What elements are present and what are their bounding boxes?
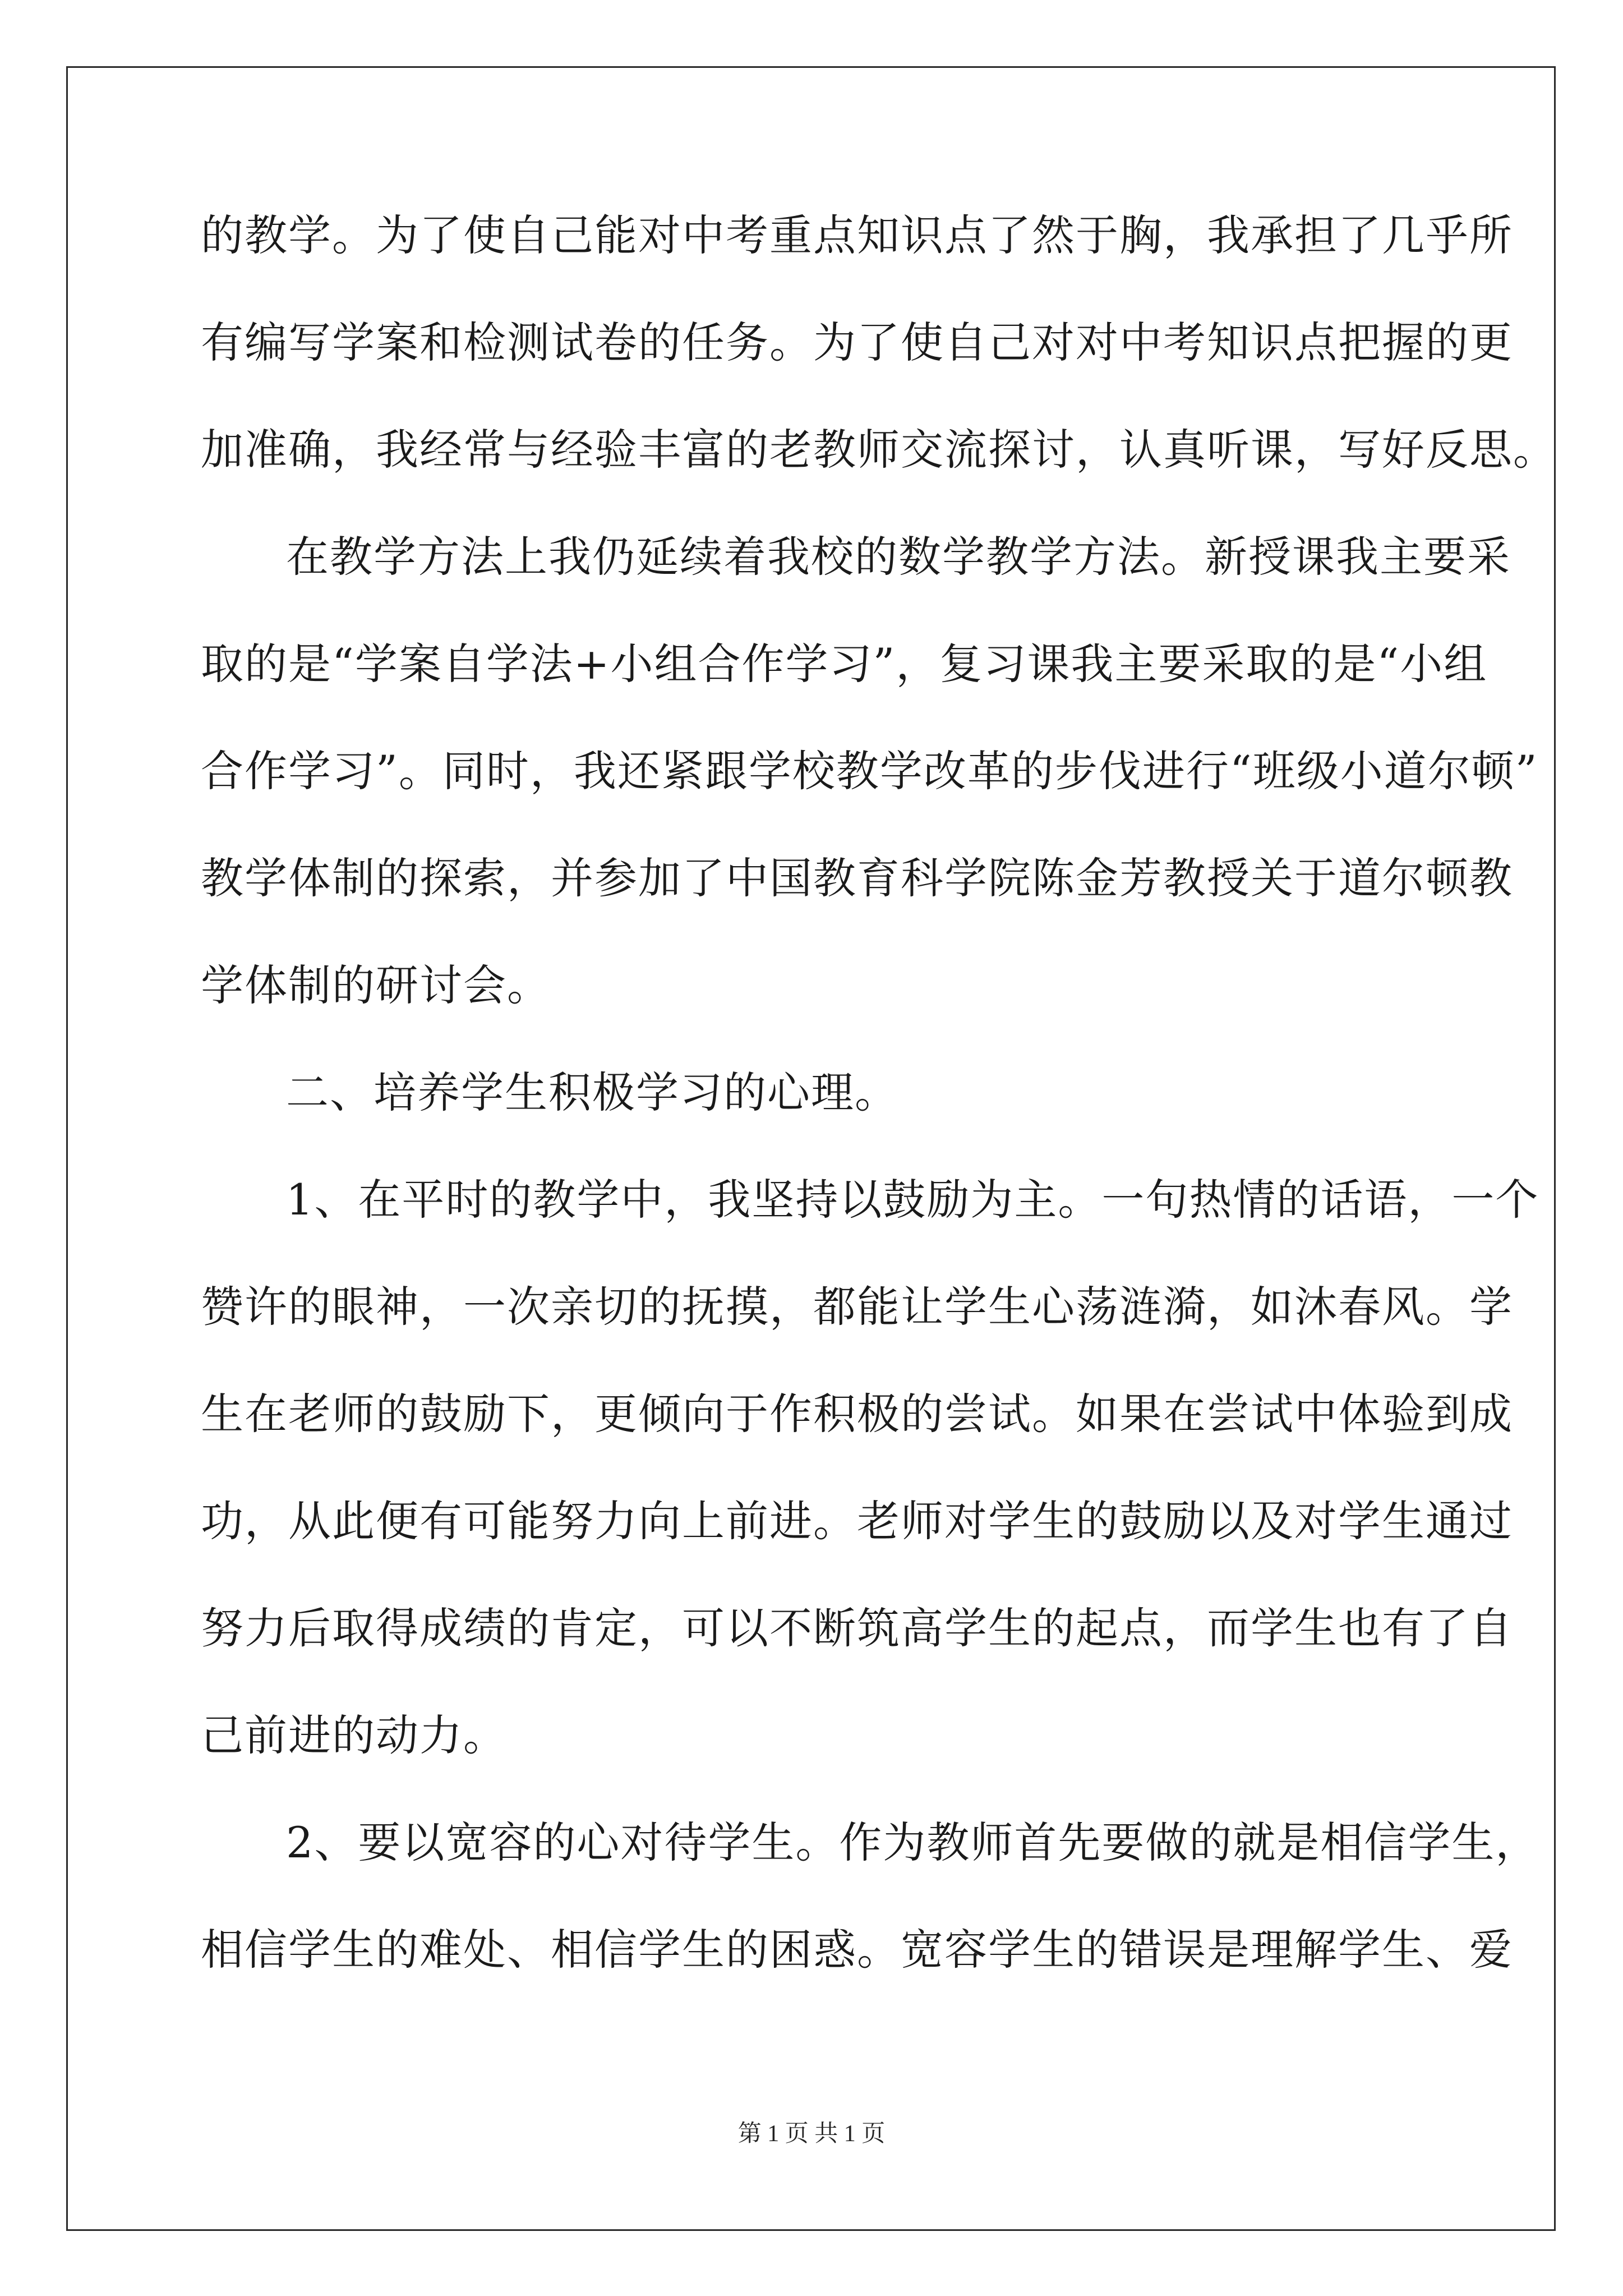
paragraph-start-line: 2、要以宽容的心对待学生。作为教师首先要做的就是相信学生， [286,1818,1539,1867]
text-line: 赞许的眼神，一次亲切的抚摸，都能让学生心荡涟漪，如沐春风。学 [201,1282,1513,1332]
section-heading: 二、培养学生积极学习的心理。 [286,1068,898,1117]
text-line: 努力后取得成绩的肯定，可以不断筑高学生的起点，而学生也有了自 [201,1603,1513,1653]
text-line: 教学体制的探索，并参加了中国教育科学院陈金芳教授关于道尔顿教 [201,853,1513,903]
paragraph-start-line: 在教学方法上我仍延续着我校的数学教学方法。新授课我主要采 [286,532,1511,582]
text-line: 生在老师的鼓励下，更倾向于作积极的尝试。如果在尝试中体验到成 [201,1389,1513,1439]
page-frame [66,66,1556,2231]
text-line: 取的是“学案自学法+小组合作学习”，复习课我主要采取的是“小组 [201,639,1488,689]
text-line: 相信学生的难处、相信学生的困惑。宽容学生的错误是理解学生、爱 [201,1925,1513,1975]
text-line: 功，从此便有可能努力向上前进。老师对学生的鼓励以及对学生通过 [201,1496,1513,1546]
text-line: 加准确，我经常与经验丰富的老教师交流探讨，认真听课，写好反思。 [201,425,1557,475]
text-line: 有编写学案和检测试卷的任务。为了使自己对对中考知识点把握的更 [201,318,1513,367]
paragraph-start-line: 1、在平时的教学中，我坚持以鼓励为主。一句热情的话语，一个 [286,1175,1539,1225]
text-line: 的教学。为了使自己能对中考重点知识点了然于胸，我承担了几乎所 [201,210,1513,260]
text-line: 学体制的研讨会。 [201,960,551,1010]
page-number-footer: 第 1 页 共 1 页 [737,2121,886,2147]
text-line: 己前进的动力。 [201,1710,507,1760]
text-line: 合作学习”。同时，我还紧跟学校教学改革的步伐进行“班级小道尔顿” [201,746,1538,796]
